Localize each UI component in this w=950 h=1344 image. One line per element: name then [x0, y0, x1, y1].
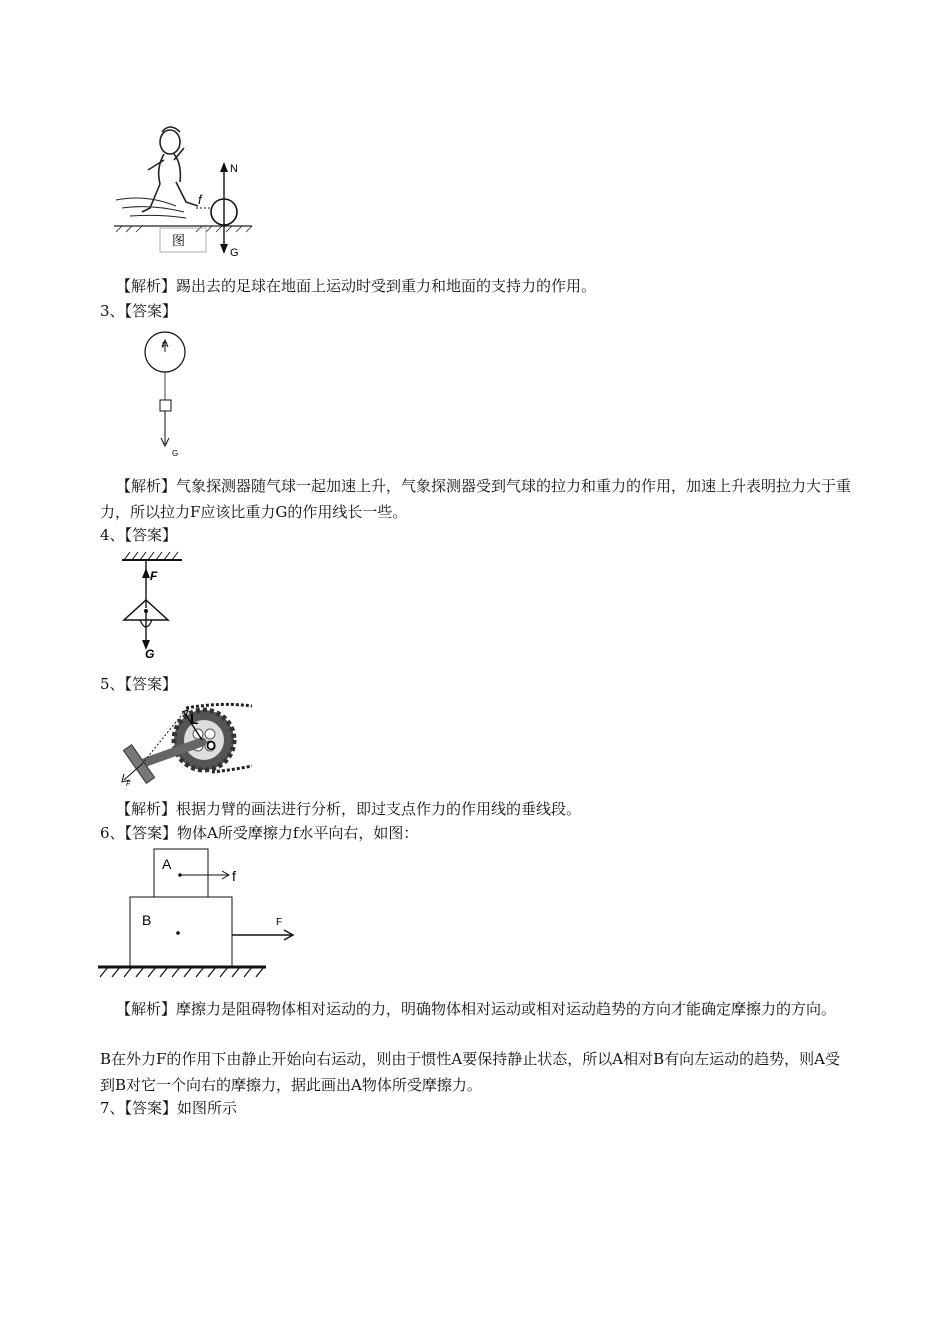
label-A: A [162, 856, 172, 872]
hanging-diagram [118, 548, 188, 660]
figure-hanging [118, 548, 188, 660]
label-f: f [198, 192, 202, 207]
block-B [130, 897, 232, 967]
label-L: L [190, 711, 199, 727]
balloon-diagram [140, 330, 200, 460]
figure-bicycle-crank [112, 698, 252, 788]
label-F: F [126, 781, 131, 788]
q4-heading: 4、【答案】 [100, 526, 178, 544]
q2-analysis: 【解析】踢出去的足球在地面上运动时受到重力和地面的支持力的作用。 [116, 277, 597, 295]
label-G: G [230, 247, 239, 259]
label-F: F [150, 569, 158, 583]
label-f: f [232, 868, 236, 884]
q6-heading: 6、【答案】物体A所受摩擦力f水平向右，如图： [100, 824, 419, 842]
q6-analysis-2: B在外力F的作用下由静止开始向右运动，则由于惯性A要保持静止状态，所以A相对B有向左运动的趋势，则A受到B对它一个向右的摩擦力，据此画出A物体所受摩擦力。 [100, 1050, 840, 1094]
label-G: G [172, 449, 179, 458]
figure-balloon [140, 330, 200, 460]
q5-heading: 5、【答案】 [100, 675, 178, 693]
label-N: N [230, 163, 238, 175]
label-O: O [206, 738, 217, 753]
q6-analysis-1: 【解析】摩擦力是阻碍物体相对运动的力，明确物体相对运动或相对运动趋势的方向才能确定摩擦力的方向。 [116, 1000, 837, 1018]
label-B: B [142, 912, 152, 928]
probe [160, 400, 171, 411]
q7-heading: 7、【答案】如图所示 [100, 1099, 238, 1117]
label-F: F [162, 341, 167, 350]
crank-diagram [112, 698, 252, 788]
q3-heading: 3、【答案】 [100, 302, 178, 320]
kicked-ball-diagram [112, 120, 262, 260]
boy-figure [116, 127, 198, 218]
q5-analysis: 【解析】根据力臂的画法进行分析，即过支点作力的作用线的垂线段。 [116, 800, 582, 818]
label-F: F [276, 917, 283, 928]
q3-analysis: 【解析】气象探测器随气球一起加速上升，气象探测器受到气球的拉力和重力的作用，加速上升表明拉力大于重力，所以拉力F应该比重力G的作用线长一些。 [100, 477, 852, 521]
figure-caption: 图 [172, 233, 186, 248]
blocks-diagram [96, 845, 296, 980]
label-G: G [145, 647, 155, 660]
figure-blocks [96, 845, 296, 980]
figure-kicked-ball [112, 120, 262, 260]
